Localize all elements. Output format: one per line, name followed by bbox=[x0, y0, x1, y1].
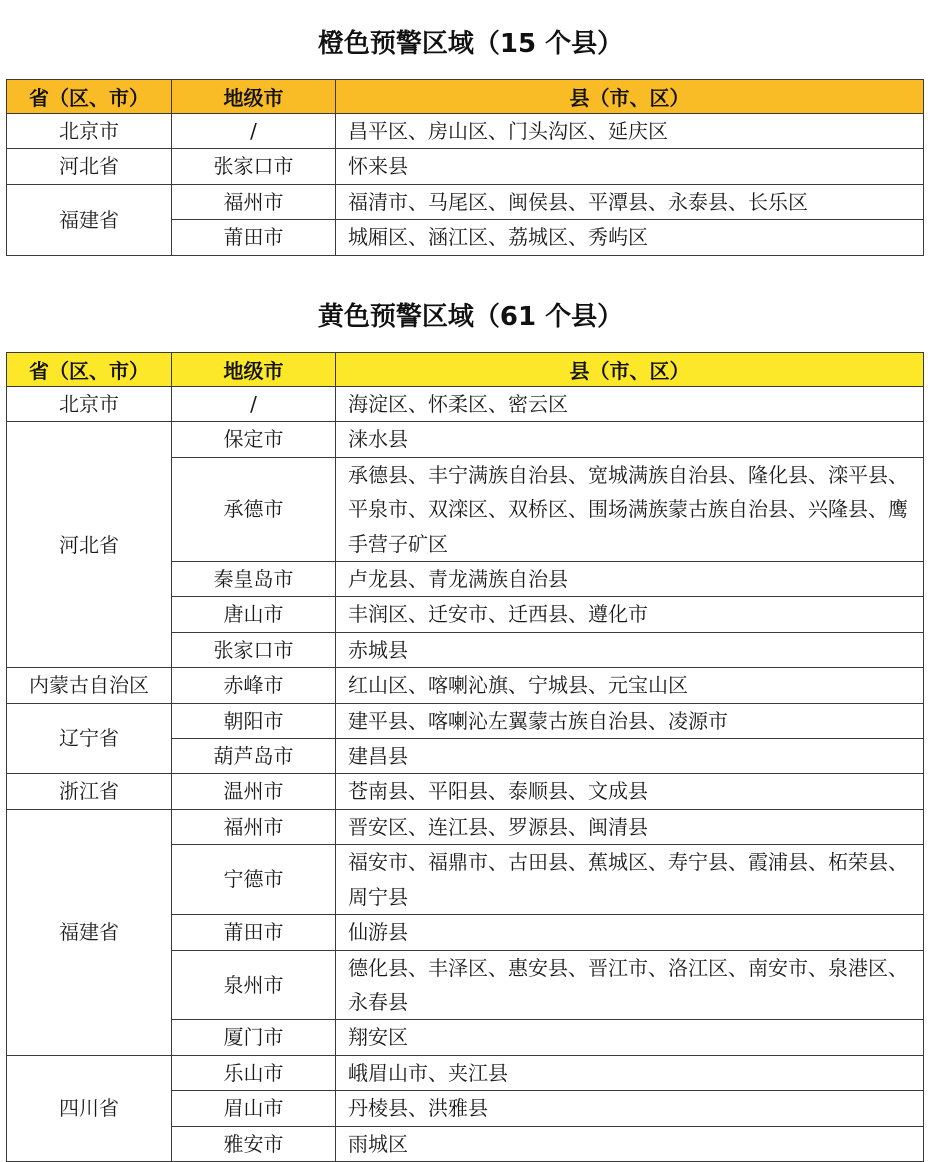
counties-cell: 承德县、丰宁满族自治县、宽城满族自治县、隆化县、滦平县、平泉市、双滦区、双桥区、围场满族蒙古族自治县、兴隆县、鹰手营子矿区 bbox=[336, 457, 924, 561]
city-cell: 秦皇岛市 bbox=[172, 562, 336, 597]
city-cell: 唐山市 bbox=[172, 597, 336, 632]
yellow-warning-title: 黄色预警区域（61 个县） bbox=[317, 302, 624, 332]
counties-cell: 苍南县、平阳县、泰顺县、文成县 bbox=[336, 774, 924, 809]
counties-cell: 红山区、喀喇沁旗、宁城县、元宝山区 bbox=[336, 668, 924, 703]
table-row bbox=[7, 149, 924, 184]
province-cell: 河北省 bbox=[7, 422, 172, 668]
city-cell: / bbox=[172, 387, 336, 422]
counties-cell: 建昌县 bbox=[336, 739, 924, 774]
city-cell: 赤峰市 bbox=[172, 668, 336, 703]
province-cell: 北京市 bbox=[7, 114, 172, 149]
province-cell: 四川省 bbox=[7, 1055, 172, 1161]
city-cell: 保定市 bbox=[172, 422, 336, 457]
city-cell: 福州市 bbox=[172, 184, 336, 219]
city-cell: 乐山市 bbox=[172, 1055, 336, 1090]
city-cell: 宁德市 bbox=[172, 845, 336, 915]
header-counties: 县（市、区） bbox=[336, 80, 924, 114]
counties-cell: 福安市、福鼎市、古田县、蕉城区、寿宁县、霞浦县、柘荣县、周宁县 bbox=[336, 845, 924, 915]
header-province: 省（区、市） bbox=[7, 353, 172, 387]
counties-cell: 丹棱县、洪雅县 bbox=[336, 1091, 924, 1126]
table-row bbox=[7, 184, 924, 219]
counties-cell: 峨眉山市、夹江县 bbox=[336, 1055, 924, 1090]
counties-cell: 海淀区、怀柔区、密云区 bbox=[336, 387, 924, 422]
counties-cell: 晋安区、连江县、罗源县、闽清县 bbox=[336, 809, 924, 844]
province-cell: 福建省 bbox=[7, 809, 172, 1055]
counties-cell: 赤城县 bbox=[336, 632, 924, 667]
table-header-row bbox=[7, 353, 924, 387]
header-counties: 县（市、区） bbox=[336, 353, 924, 387]
city-cell: 莆田市 bbox=[172, 220, 336, 255]
counties-cell: 城厢区、涵江区、荔城区、秀屿区 bbox=[336, 220, 924, 255]
counties-cell: 涞水县 bbox=[336, 422, 924, 457]
counties-cell: 德化县、丰泽区、惠安县、晋江市、洛江区、南安市、泉港区、永春县 bbox=[336, 950, 924, 1020]
table-row bbox=[7, 809, 924, 844]
table-row bbox=[7, 422, 924, 457]
orange-warning-title: 橙色预警区域（15 个县） bbox=[317, 29, 624, 59]
table-row bbox=[7, 114, 924, 149]
city-cell: / bbox=[172, 114, 336, 149]
counties-cell: 卢龙县、青龙满族自治县 bbox=[336, 562, 924, 597]
counties-cell: 仙游县 bbox=[336, 915, 924, 950]
city-cell: 张家口市 bbox=[172, 149, 336, 184]
counties-cell: 怀来县 bbox=[336, 149, 924, 184]
province-cell: 北京市 bbox=[7, 387, 172, 422]
city-cell: 福州市 bbox=[172, 809, 336, 844]
header-city: 地级市 bbox=[172, 80, 336, 114]
table-row bbox=[7, 703, 924, 738]
counties-cell: 丰润区、迁安市、迁西县、遵化市 bbox=[336, 597, 924, 632]
header-city: 地级市 bbox=[172, 353, 336, 387]
city-cell: 雅安市 bbox=[172, 1126, 336, 1161]
table-row bbox=[7, 774, 924, 809]
table-row bbox=[7, 668, 924, 703]
city-cell: 承德市 bbox=[172, 457, 336, 561]
city-cell: 温州市 bbox=[172, 774, 336, 809]
city-cell: 莆田市 bbox=[172, 915, 336, 950]
yellow-warning-table bbox=[6, 352, 924, 1162]
counties-cell: 雨城区 bbox=[336, 1126, 924, 1161]
counties-cell: 昌平区、房山区、门头沟区、延庆区 bbox=[336, 114, 924, 149]
counties-cell: 福清市、马尾区、闽侯县、平潭县、永泰县、长乐区 bbox=[336, 184, 924, 219]
province-cell: 福建省 bbox=[7, 184, 172, 255]
table-header-row bbox=[7, 80, 924, 114]
city-cell: 张家口市 bbox=[172, 632, 336, 667]
table-row bbox=[7, 387, 924, 422]
counties-cell: 建平县、喀喇沁左翼蒙古族自治县、凌源市 bbox=[336, 703, 924, 738]
city-cell: 眉山市 bbox=[172, 1091, 336, 1126]
province-cell: 内蒙古自治区 bbox=[7, 668, 172, 703]
city-cell: 泉州市 bbox=[172, 950, 336, 1020]
province-cell: 辽宁省 bbox=[7, 703, 172, 774]
province-cell: 河北省 bbox=[7, 149, 172, 184]
city-cell: 厦门市 bbox=[172, 1020, 336, 1055]
city-cell: 朝阳市 bbox=[172, 703, 336, 738]
header-province: 省（区、市） bbox=[7, 80, 172, 114]
province-cell: 浙江省 bbox=[7, 774, 172, 809]
counties-cell: 翔安区 bbox=[336, 1020, 924, 1055]
table-row bbox=[7, 1055, 924, 1090]
orange-warning-table bbox=[6, 79, 924, 256]
city-cell: 葫芦岛市 bbox=[172, 739, 336, 774]
